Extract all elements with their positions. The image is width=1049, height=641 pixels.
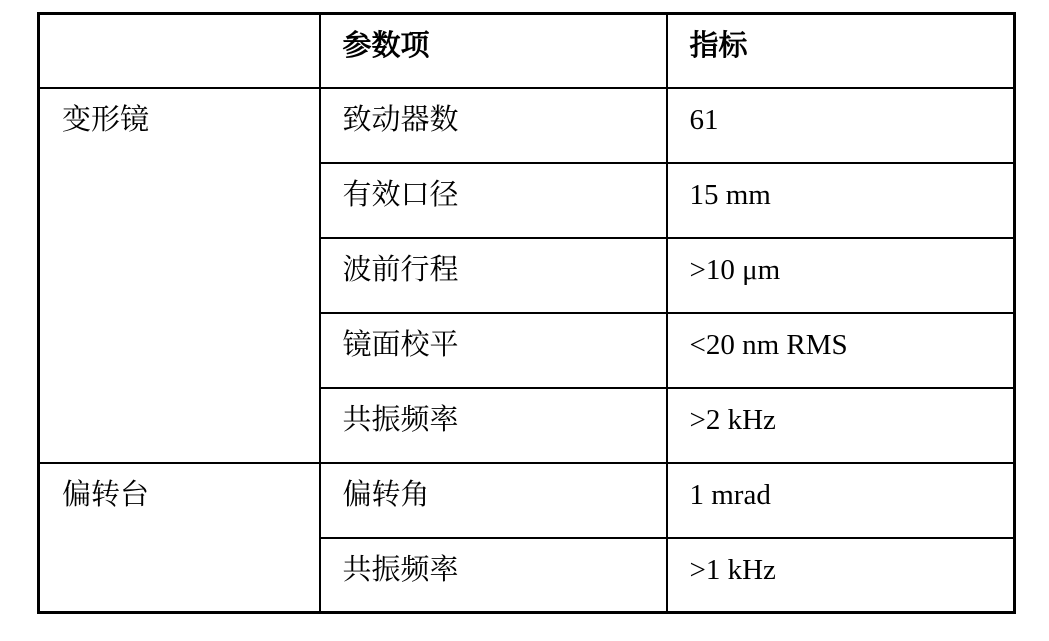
group-label-tip-tilt-stage: 偏转台 xyxy=(39,463,320,613)
param-cell: 共振频率 xyxy=(320,538,667,613)
value-cell: 1 mrad xyxy=(667,463,1015,538)
group-label-deformable-mirror: 变形镜 xyxy=(39,88,320,463)
spec-table xyxy=(37,12,1016,614)
value-cell: <20 nm RMS xyxy=(667,313,1015,388)
header-cell-value: 指标 xyxy=(667,14,1015,88)
value-cell: >1 kHz xyxy=(667,538,1015,613)
value-cell: 61 xyxy=(667,88,1015,163)
table-row xyxy=(39,88,1015,163)
param-cell: 镜面校平 xyxy=(320,313,667,388)
value-cell: 15 mm xyxy=(667,163,1015,238)
param-cell: 波前行程 xyxy=(320,238,667,313)
table-row xyxy=(39,463,1015,538)
value-cell: >10 μm xyxy=(667,238,1015,313)
header-cell-param: 参数项 xyxy=(320,14,667,88)
param-cell: 致动器数 xyxy=(320,88,667,163)
header-cell-empty xyxy=(39,14,320,88)
param-cell: 共振频率 xyxy=(320,388,667,463)
table-header-row xyxy=(39,14,1015,88)
param-cell: 有效口径 xyxy=(320,163,667,238)
value-cell: >2 kHz xyxy=(667,388,1015,463)
param-cell: 偏转角 xyxy=(320,463,667,538)
